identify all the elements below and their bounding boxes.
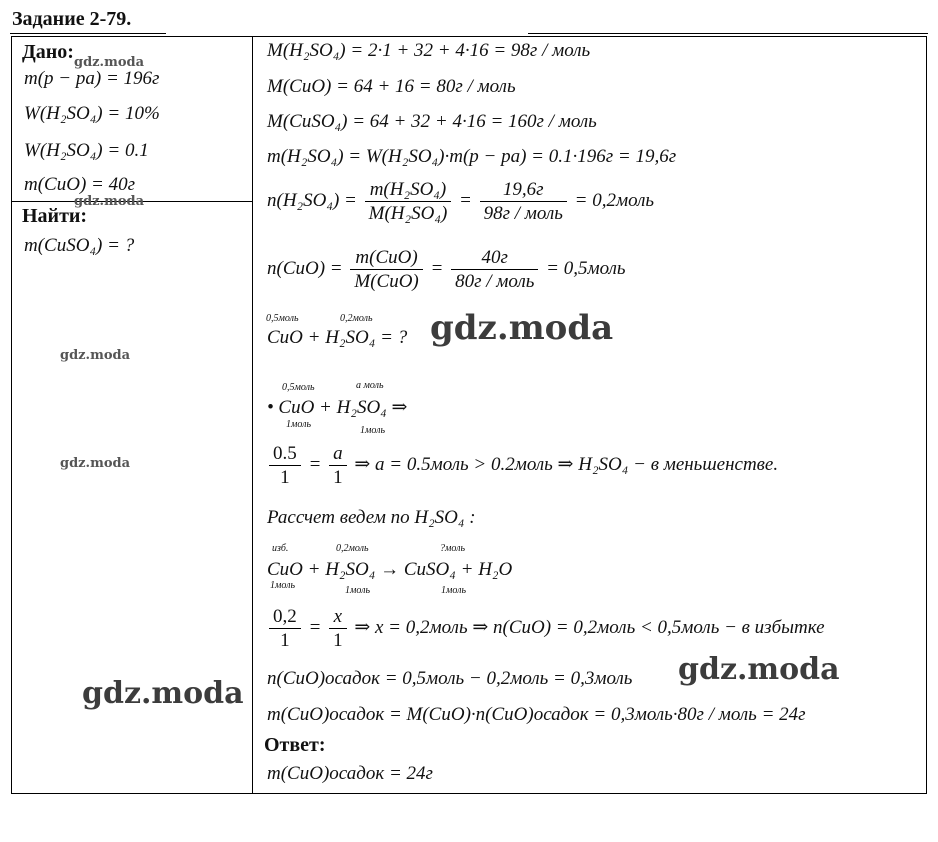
fraction [365, 180, 452, 223]
mass-h2so4: m(H₂SO₄) = W(H₂SO₄)·m(p − pa) = 0.1·196г = 19,6г [267, 146, 677, 167]
proportion-line: $\frac{0.5}{1}$ = $\frac{a}{1}$ ⇒ a = 0.5моль > 0.2моль ⇒ H₂SO₄ − в меньшенстве. [266, 444, 778, 487]
answer-line: m(CuO)осадок = 24г [267, 763, 433, 784]
moles-cuo-precipitate: n(CuO)осадок = 0,5моль − 0,2моль = 0,3моль [267, 668, 633, 689]
denominator: M(CuO) [354, 271, 419, 292]
expr-rhs: = 0,2моль [574, 189, 655, 211]
proportion-result: ⇒ x = 0,2моль ⇒ n(CuO) = 0,2моль < 0,5моль − в избытке [354, 616, 825, 638]
given-header: Дано: [22, 41, 74, 63]
fraction [329, 607, 347, 650]
denominator: 1 [280, 630, 290, 651]
reaction-equation: CuO + H₂SO₄ → CuSO₄ + H₂O [267, 559, 513, 580]
reaction-annotation: ?моль [440, 543, 466, 554]
given-line: W(H₂SO₄) = 10% [24, 103, 160, 124]
molar-mass-cuo: M(CuO) = 64 + 16 = 80г / моль [267, 76, 516, 97]
find-header: Найти: [22, 205, 88, 227]
reaction-annotation: a моль [356, 380, 384, 391]
fraction [350, 248, 422, 291]
denominator: 1 [280, 467, 290, 488]
reaction-annotation: 1моль [286, 419, 312, 430]
task-title: Задание 2-79. [12, 8, 132, 30]
reaction-annotation: 0,5моль [282, 382, 315, 393]
reaction-equation: CuO + H₂SO₄ = ? [267, 327, 408, 348]
fraction [480, 180, 567, 223]
molar-mass-cuso4: M(CuSO₄) = 64 + 32 + 4·16 = 160г / моль [267, 111, 597, 132]
watermark: gdz.moda [60, 456, 131, 471]
watermark: gdz.moda [74, 55, 145, 70]
watermark: gdz.moda [430, 308, 614, 348]
watermark: gdz.moda [678, 652, 840, 687]
reaction-annotation: 1моль [345, 585, 371, 596]
watermark: gdz.moda [74, 194, 145, 209]
numerator: 0,2 [269, 607, 301, 629]
calculation-note: Рассчет ведем по H₂SO₄ : [267, 507, 476, 528]
numerator: 0.5 [269, 444, 301, 466]
denominator: 1 [333, 467, 343, 488]
molar-mass-h2so4: M(H₂SO₄) = 2·1 + 32 + 4·16 = 98г / моль [267, 40, 591, 61]
moles-h2so4: n(H₂SO₄) = $\frac{\text{m(H₂SO₄)}}{\text{M(H₂SO₄)}}$ = $\frac{19,6г}{\text{98г / моль}}$ = 0,2моль [267, 179, 655, 224]
numerator: m(H₂SO₄) [365, 180, 452, 202]
reaction-equation: • CuO + H₂SO₄ ⇒ [267, 397, 408, 418]
expr-lhs: n(CuO) = [267, 257, 343, 279]
denominator: 80г / моль [455, 271, 535, 292]
numerator: a [329, 444, 347, 466]
expr-rhs: = 0,5моль [546, 257, 626, 279]
numerator: m(CuO) [350, 248, 422, 270]
reaction-annotation: изб. [272, 543, 289, 554]
column-divider [252, 36, 253, 794]
reaction-annotation: 1моль [441, 585, 467, 596]
reaction-annotation: 0,2моль [336, 543, 369, 554]
mass-cuo-precipitate: m(CuO)осадок = M(CuO)·n(CuO)осадок = 0,3моль·80г / моль = 24г [267, 704, 806, 725]
find-line: m(CuSO₄) = ? [24, 235, 135, 256]
reaction-annotation: 1моль [270, 580, 296, 591]
top-rule [528, 33, 928, 34]
reaction-annotation: 0,2моль [340, 313, 373, 324]
numerator: 40г [451, 248, 538, 270]
fraction [269, 444, 301, 487]
proportion-result: ⇒ a = 0.5моль > 0.2моль ⇒ H₂SO₄ − в меньшенстве. [354, 453, 779, 475]
given-line: m(CuO) = 40г [24, 174, 136, 195]
expr-lhs: n(H₂SO₄) = [267, 189, 357, 211]
title-underline [10, 33, 166, 34]
watermark: gdz.moda [60, 348, 131, 363]
denominator: M(H₂SO₄) [368, 203, 448, 224]
fraction [451, 248, 538, 291]
given-line: m(p − pa) = 196г [24, 68, 160, 89]
moles-cuo: n(CuO) = $\frac{\text{m(CuO)}}{\text{M(CuO)}}$ = $\frac{40г}{\text{80г / моль}}$ = 0,5моль [267, 247, 626, 292]
proportion-line: $\frac{0,2}{1}$ = $\frac{x}{1}$ ⇒ x = 0,2моль ⇒ n(CuO) = 0,2моль < 0,5моль − в избытке [266, 607, 825, 650]
fraction [329, 444, 347, 487]
numerator: 19,6г [480, 180, 567, 202]
reaction-annotation: 1моль [360, 425, 386, 436]
reaction-annotation: 0,5моль [266, 313, 299, 324]
fraction [269, 607, 301, 650]
answer-header: Ответ: [264, 734, 326, 756]
given-line: W(H₂SO₄) = 0.1 [24, 140, 149, 161]
watermark: gdz.moda [82, 676, 244, 711]
numerator: x [329, 607, 347, 629]
denominator: 1 [333, 630, 343, 651]
denominator: 98г / моль [483, 203, 563, 224]
